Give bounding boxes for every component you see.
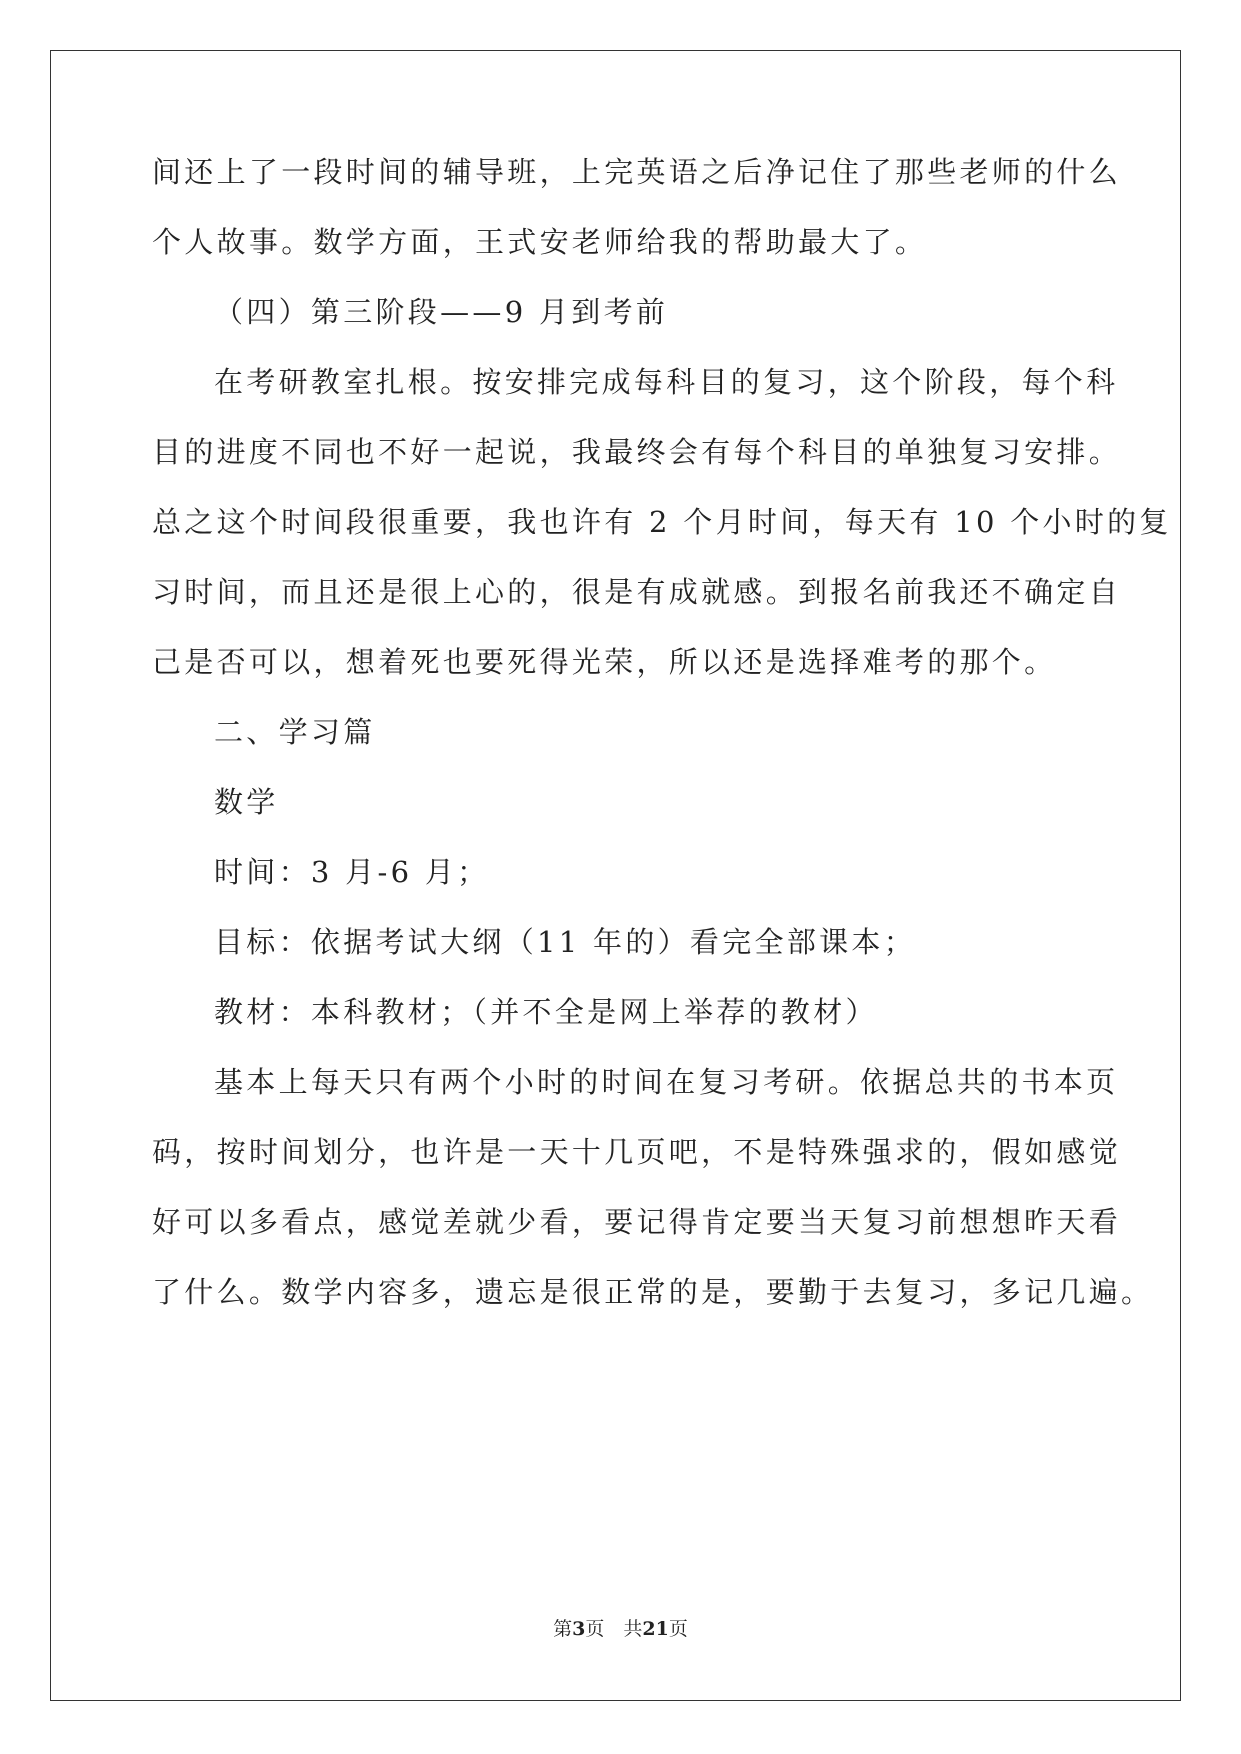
math-goal-line: 目标：依据考试大纲（11 年的）看完全部课本； (214, 925, 917, 959)
body-line-15: 码，按时间划分，也许是一天十几页吧，不是特殊强求的，假如感觉 (152, 1135, 1122, 1169)
body-line-4: 在考研教室扎根。按安排完成每科目的复习，这个阶段，每个科 (214, 365, 1119, 399)
body-line-16: 好可以多看点，感觉差就少看，要记得肯定要当天复习前想想昨天看 (152, 1205, 1122, 1239)
math-time-line: 时间：3 月-6 月； (214, 855, 490, 889)
body-line-7: 习时间，而且还是很上心的，很是有成就感。到报名前我还不确定自 (152, 575, 1122, 609)
footer-prefix: 第 (553, 1618, 573, 1640)
body-line-6: 总之这个时间段很重要，我也许有 2 个月时间，每天有 10 个小时的复 (152, 505, 1172, 539)
math-textbook-line: 教材：本科教材；（并不全是网上举荐的教材） (214, 995, 878, 1029)
subject-heading-math: 数学 (214, 785, 279, 819)
body-line-2: 个人故事。数学方面，王式安老师给我的帮助最大了。 (152, 225, 928, 259)
footer-middle: 页 共 (585, 1618, 643, 1640)
footer-total-pages: 21 (642, 1618, 669, 1640)
footer-suffix: 页 (668, 1618, 688, 1640)
body-line-17: 了什么。数学内容多，遗忘是很正常的是，要勤于去复习，多记几遍。 (152, 1275, 1154, 1309)
body-line-1: 间还上了一段时间的辅导班，上完英语之后净记住了那些老师的什么 (152, 155, 1122, 189)
body-line-14: 基本上每天只有两个小时的时间在复习考研。依据总共的书本页 (214, 1065, 1119, 1099)
section-heading-stage-three: （四）第三阶段——9 月到考前 (214, 295, 669, 329)
body-line-5: 目的进度不同也不好一起说，我最终会有每个科目的单独复习安排。 (152, 435, 1122, 469)
section-heading-study: 二、学习篇 (214, 715, 376, 749)
footer-current-page: 3 (572, 1618, 586, 1640)
page-footer (0, 1616, 1241, 1642)
body-line-8: 己是否可以，想着死也要死得光荣，所以还是选择难考的那个。 (152, 645, 1057, 679)
